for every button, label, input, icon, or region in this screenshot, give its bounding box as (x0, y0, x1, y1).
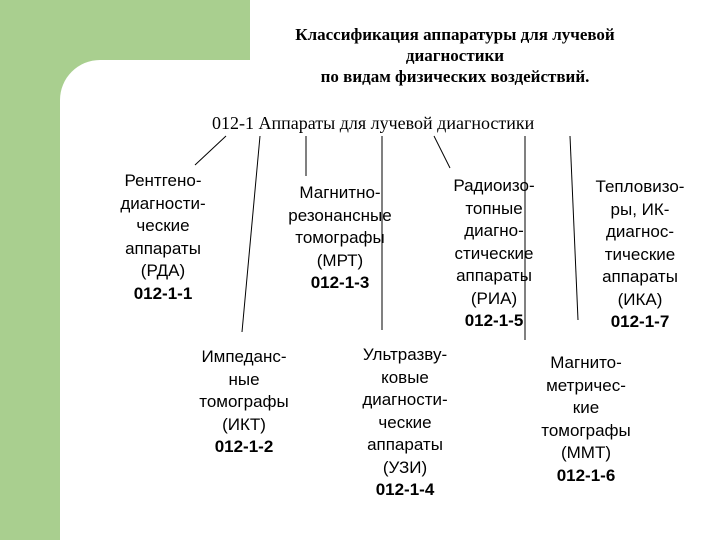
node-ikt-line: ные (228, 369, 260, 389)
title-line-3: по видам физических воздействий. (320, 67, 590, 86)
node-ika-line: ры, ИК- (610, 199, 670, 219)
node-rda-line: Рентгено- (124, 171, 202, 190)
node-rda-line: (РДА) (140, 261, 186, 280)
connector-line-ika (570, 136, 578, 320)
node-ikt-line: томографы (199, 392, 289, 411)
node-uzi-line: диагности- (362, 390, 448, 409)
node-ika-line: Тепловизо- (595, 177, 685, 196)
node-ika (584, 176, 696, 334)
node-ria (436, 175, 552, 333)
node-rda-code: 012-1-1 (133, 283, 193, 303)
node-ika-line: (ИКА) (617, 289, 663, 309)
node-ria-line: аппараты (456, 266, 532, 285)
node-ria-code: 012-1-5 (464, 311, 524, 330)
node-rda-line: аппараты (125, 238, 201, 258)
node-mrt-line: Магнитно- (299, 183, 381, 202)
root-node-label: 012-1 Аппараты для лучевой диагностики (212, 113, 535, 133)
node-uzi-line: ковые (381, 367, 429, 387)
node-ikt-line: (ИКТ) (222, 414, 266, 434)
node-mmt (528, 352, 644, 487)
node-uzi (345, 344, 465, 502)
node-ria-line: Радиоизо- (453, 176, 535, 195)
node-mmt-line: кие (572, 398, 600, 417)
node-ikt-line: Импеданс- (201, 347, 287, 366)
node-mmt-code: 012-1-6 (556, 465, 616, 485)
node-mmt-line: томографы (541, 420, 631, 440)
node-ria-line: стические (454, 243, 534, 263)
connector-line-ikt (242, 136, 260, 332)
node-uzi-line: Ультразву- (362, 345, 448, 364)
node-mrt (270, 182, 410, 295)
node-ika-code: 012-1-7 (610, 312, 670, 331)
node-ika-line: диагнос- (605, 222, 675, 241)
node-ikt (188, 346, 300, 459)
node-mrt-line: резонансные (288, 205, 392, 225)
node-ikt-code: 012-1-2 (214, 437, 274, 456)
title-line-2: диагностики (405, 46, 505, 65)
node-rda-line: диагности- (120, 193, 206, 213)
node-mrt-line: (МРТ) (316, 250, 364, 270)
node-ria-line: топные (465, 198, 523, 218)
node-ika-line: тические (604, 244, 676, 264)
node-uzi-line: (УЗИ) (382, 457, 428, 477)
node-ika-line: аппараты (602, 267, 678, 286)
connector-line-rda (195, 136, 226, 165)
node-mrt-code: 012-1-3 (310, 273, 370, 292)
node-uzi-line: ческие (378, 412, 432, 432)
node-mmt-line: метричес- (546, 375, 626, 395)
node-rda-line: ческие (136, 216, 190, 235)
node-uzi-line: аппараты (367, 435, 443, 454)
node-mrt-line: томографы (295, 228, 385, 247)
connector-line-ria (434, 136, 450, 168)
node-mmt-line: (ММТ) (560, 443, 612, 462)
title-line-1: Классификация аппаратуры для лучевой (295, 25, 615, 44)
node-ria-line: диагно- (464, 221, 524, 240)
node-uzi-code: 012-1-4 (375, 480, 435, 499)
node-mmt-line: Магнито- (550, 353, 622, 372)
node-rda (108, 170, 218, 305)
node-ria-line: (РИА) (470, 288, 518, 308)
